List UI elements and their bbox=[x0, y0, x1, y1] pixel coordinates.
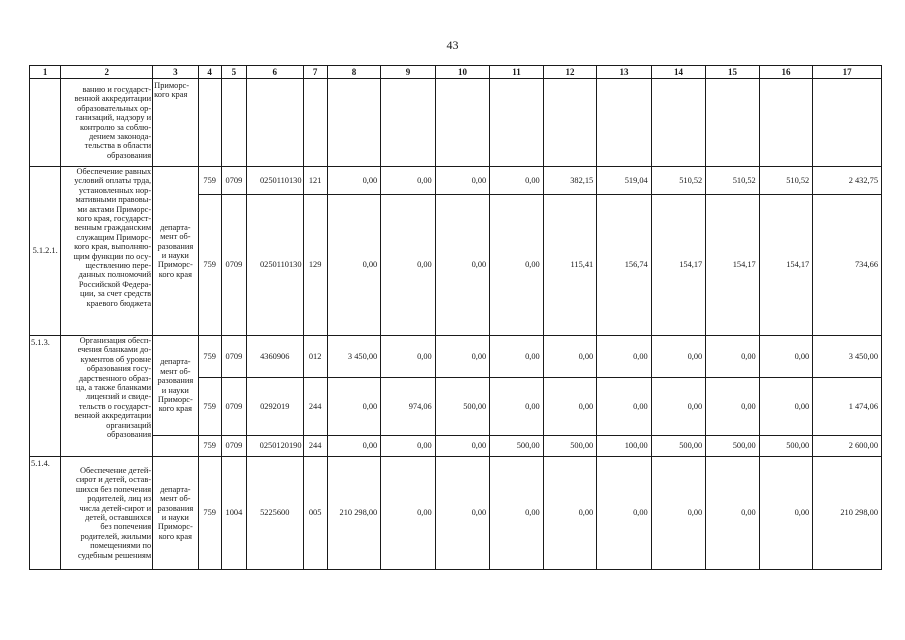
table-cell: 3 450,00 bbox=[813, 336, 882, 378]
table-cell: 974,06 bbox=[381, 378, 436, 436]
table-cell: 244 bbox=[303, 436, 327, 457]
row-code: 5.1.3. bbox=[30, 336, 61, 457]
table-cell: 154,17 bbox=[651, 195, 706, 336]
header-cell: 15 bbox=[706, 66, 760, 79]
table-cell: 0,00 bbox=[706, 336, 760, 378]
executor-name: департа- мент об- разования и науки Приморс- кого края bbox=[153, 457, 198, 570]
table-cell: 0,00 bbox=[381, 167, 436, 195]
table-cell: 0,00 bbox=[490, 457, 544, 570]
table-cell: 0,00 bbox=[759, 378, 813, 436]
table-cell: 0,00 bbox=[543, 457, 597, 570]
table-cell: 121 bbox=[303, 167, 327, 195]
row-code: 5.1.4. bbox=[30, 457, 61, 570]
table-row bbox=[30, 336, 882, 378]
page-number: 43 bbox=[446, 38, 459, 52]
table-cell: 5225600 bbox=[247, 457, 304, 570]
table-cell: 012 bbox=[303, 336, 327, 378]
measure-name: Обеспечение равных условий оплаты тpда, установленных нор- мативными правовы- ми актами Приморс- кого края, государст- венным гражданским служащим Приморс- кого края, выполняю- щим функции по осу- ществлению пере- данных полномочий Российской Федера- ции, за счет средств краевого бюджета bbox=[61, 167, 153, 336]
header-cell: 7 bbox=[303, 66, 327, 79]
table-cell: 0,00 bbox=[381, 436, 436, 457]
table-cell: 1004 bbox=[221, 457, 246, 570]
table-cell: 0,00 bbox=[597, 457, 652, 570]
header-cell: 8 bbox=[327, 66, 381, 79]
header-cell: 3 bbox=[153, 66, 198, 79]
executor-name: Приморс- кого края bbox=[153, 79, 198, 167]
table-row bbox=[30, 79, 882, 167]
header-cell: 6 bbox=[247, 66, 304, 79]
table-cell: 2 600,00 bbox=[813, 436, 882, 457]
table-cell: 0250110130 bbox=[247, 195, 304, 336]
table-row bbox=[30, 457, 882, 570]
table-cell: 0,00 bbox=[759, 336, 813, 378]
table-cell: 0,00 bbox=[327, 167, 381, 195]
table-cell: 0250110130 bbox=[247, 167, 304, 195]
table-cell: 510,52 bbox=[759, 167, 813, 195]
table-cell: 0,00 bbox=[381, 457, 436, 570]
table-cell: 0,00 bbox=[381, 195, 436, 336]
table-cell: 759 bbox=[198, 436, 221, 457]
table-cell: 510,52 bbox=[651, 167, 706, 195]
header-cell: 11 bbox=[490, 66, 544, 79]
table-cell: 0,00 bbox=[435, 436, 490, 457]
header-cell: 16 bbox=[759, 66, 813, 79]
measure-name: ванию и государст- венной аккредитации образовательных ор- ганизаций, надзору и контролю за соблю- дением законода- тельства в области образования bbox=[61, 79, 153, 167]
table-cell: 759 bbox=[198, 195, 221, 336]
table-cell: 0,00 bbox=[327, 436, 381, 457]
header-cell: 9 bbox=[381, 66, 436, 79]
table-cell: 519,04 bbox=[597, 167, 652, 195]
table-cell: 500,00 bbox=[543, 436, 597, 457]
table-cell: 129 bbox=[303, 195, 327, 336]
table-cell: 4360906 bbox=[247, 336, 304, 378]
table-row bbox=[30, 167, 882, 195]
table-cell: 3 450,00 bbox=[327, 336, 381, 378]
header-cell: 12 bbox=[543, 66, 597, 79]
header-cell: 17 bbox=[813, 66, 882, 79]
table-cell: 2 432,75 bbox=[813, 167, 882, 195]
table-cell: 500,00 bbox=[490, 436, 544, 457]
table-cell: 0,00 bbox=[327, 378, 381, 436]
table-cell: 0,00 bbox=[490, 195, 544, 336]
table-cell: 382,15 bbox=[543, 167, 597, 195]
header-cell: 10 bbox=[435, 66, 490, 79]
table-cell: 0709 bbox=[221, 336, 246, 378]
table-row bbox=[30, 436, 882, 457]
table-cell: 0292019 bbox=[247, 378, 304, 436]
table-cell: 0,00 bbox=[490, 378, 544, 436]
table-cell: 0,00 bbox=[327, 195, 381, 336]
table-cell: 244 bbox=[303, 378, 327, 436]
table-cell: 0709 bbox=[221, 195, 246, 336]
table-cell: 154,17 bbox=[706, 195, 760, 336]
table-cell: 759 bbox=[198, 378, 221, 436]
table-cell: 500,00 bbox=[706, 436, 760, 457]
budget-table bbox=[29, 65, 882, 570]
table-cell: 0709 bbox=[221, 167, 246, 195]
table-cell: 0,00 bbox=[597, 336, 652, 378]
table-cell: 0709 bbox=[221, 378, 246, 436]
header-cell: 14 bbox=[651, 66, 706, 79]
table-cell: 510,52 bbox=[706, 167, 760, 195]
table-cell: 0,00 bbox=[543, 378, 597, 436]
header-cell: 1 bbox=[30, 66, 61, 79]
header-cell: 13 bbox=[597, 66, 652, 79]
table-cell: 115,41 bbox=[543, 195, 597, 336]
row-code bbox=[30, 79, 61, 167]
header-cell: 2 bbox=[61, 66, 153, 79]
table-cell: 0,00 bbox=[543, 336, 597, 378]
table-cell: 154,17 bbox=[759, 195, 813, 336]
executor-name: департа- мент об- разования и науки Приморс- кого края bbox=[153, 167, 198, 336]
table-cell: 005 bbox=[303, 457, 327, 570]
table-cell bbox=[153, 436, 198, 457]
table-cell: 156,74 bbox=[597, 195, 652, 336]
table-cell: 0,00 bbox=[651, 457, 706, 570]
table-cell: 0,00 bbox=[706, 378, 760, 436]
table-cell: 500,00 bbox=[759, 436, 813, 457]
measure-name: Обеспечение детей- сирот и детей, остав- шихся без попечения родителей, лиц из числа детей-сирот и детей, оставшихся без попечения родителей, жилыми помещениями по судебным решениям bbox=[61, 457, 153, 570]
table-cell: 0,00 bbox=[435, 457, 490, 570]
table-cell: 759 bbox=[198, 167, 221, 195]
table-cell: 500,00 bbox=[651, 436, 706, 457]
table-cell: 1 474,06 bbox=[813, 378, 882, 436]
executor-name: департа- мент об- разования и науки Приморс- кого края bbox=[153, 336, 198, 436]
row-code: 5.1.2.1. bbox=[30, 167, 61, 336]
table-cell: 100,00 bbox=[597, 436, 652, 457]
header-row bbox=[30, 66, 882, 79]
table-cell: 210 298,00 bbox=[813, 457, 882, 570]
header-cell: 5 bbox=[221, 66, 246, 79]
table-cell: 0,00 bbox=[706, 457, 760, 570]
measure-name: Организация обесп- ечения бланками до- кументов об уровне образования госу- дарственного образ- ца, а также бланками лицензий и свиде- тельств о государст- венной аккредитации организаций образования bbox=[61, 336, 153, 457]
header-cell: 4 bbox=[198, 66, 221, 79]
table-cell: 0,00 bbox=[435, 336, 490, 378]
table-cell: 0,00 bbox=[381, 336, 436, 378]
table-cell: 0,00 bbox=[651, 378, 706, 436]
table-cell: 0,00 bbox=[435, 195, 490, 336]
table-cell: 0,00 bbox=[435, 167, 490, 195]
table-cell: 759 bbox=[198, 457, 221, 570]
table-cell: 0,00 bbox=[490, 336, 544, 378]
table-cell: 0,00 bbox=[490, 167, 544, 195]
table-cell: 0250120190 bbox=[247, 436, 304, 457]
table-cell: 734,66 bbox=[813, 195, 882, 336]
table-cell: 0,00 bbox=[759, 457, 813, 570]
table-cell: 210 298,00 bbox=[327, 457, 381, 570]
table-cell: 0,00 bbox=[597, 378, 652, 436]
table-cell: 759 bbox=[198, 336, 221, 378]
table-cell: 500,00 bbox=[435, 378, 490, 436]
table-cell: 0709 bbox=[221, 436, 246, 457]
table-cell: 0,00 bbox=[651, 336, 706, 378]
